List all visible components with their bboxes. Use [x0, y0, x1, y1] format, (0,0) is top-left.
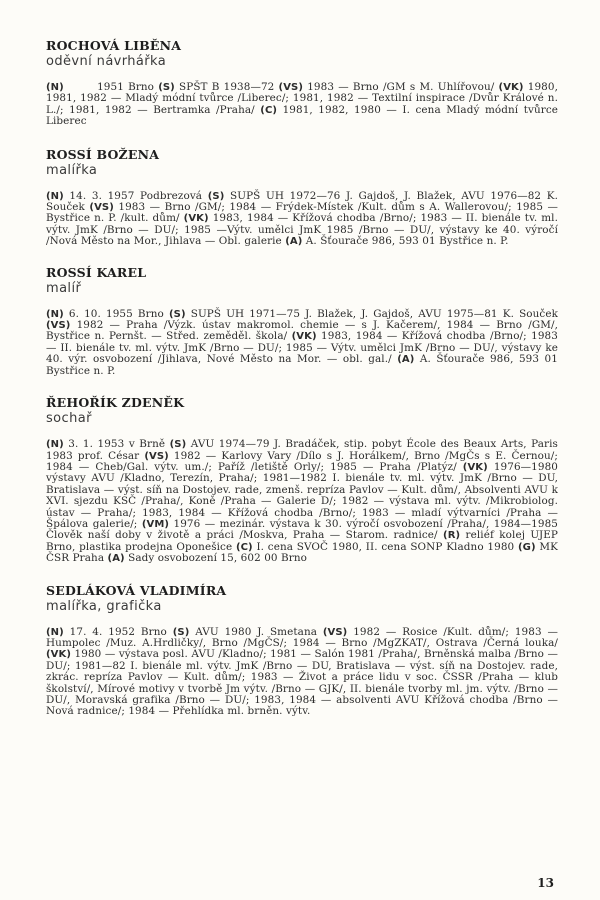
artist-entry-rossi-bozena: [46, 147, 558, 248]
bio-text: Sady osvobození 15, 602 00 Brno: [124, 552, 307, 565]
bio-text: 1981, 1982, 1980 — I. cena Mladý módní tvůrce Liberec: [46, 103, 558, 128]
bio-text: 1980, 1981, 1982 — Mladý módní tvůrce /Liberec/; 1981, 1982 — Textilní inspirace /Dvůr Králové n. L./; 1981, 1982 — Bertramka /Praha/: [46, 81, 558, 116]
artist-bio: [46, 439, 558, 564]
bio-text: SPŠT B 1938—72: [174, 81, 279, 93]
bio-text: 1982 — Karlovy Vary /Dílo s J. Horálkem/, Brno /MgČs s E. Černou/; 1984 — Cheb/Gal. výtv. um./; Paříž /letiště Orly/; 1985 — Praha /Platýz/: [46, 449, 558, 473]
section-tag: (R): [443, 530, 461, 542]
section-tag: (VK): [462, 461, 488, 473]
artist-bio: [46, 627, 558, 718]
artist-bio: [46, 191, 558, 248]
bio-text: 1983, 1984 — Křížová chodba /Brno/; 1983 — II. bienále tv. ml. výtv. JmK /Brno — DU/; 1985 —Výtv. umělci JmK 1985 /Brno — DU/, výstavy ke 40. výročí /Nová Město na Mor., Jihlava — Obl. galerie: [46, 212, 559, 248]
artist-entry-sedlakova: [46, 583, 558, 718]
bio-text: 1976—1980 výstavy AVU /Kladno, Terezín, Praha/; 1981—1982 I. bienále tv. ml. výtv. JmK /Brno — DU, Bratislava — výst. síň na Dostojev. rade, zmenš. repríza Pavlov — Kult. dům/, Absolventi AVU k XVI. sjezdu KSČ /Praha/, Koně /Praha — Galerie D/; 1982 — výstava ml. výtv. /Mikrobiolog. ústav — Praha/; 1983, 1984 — Křížová chodba /Brno/; 1983 — mladí výtvarníci /Praha — Špálova galerie/;: [46, 460, 558, 530]
section-tag: (N): [46, 626, 64, 638]
section-tag: (C): [260, 104, 278, 116]
artist-name: ROSSÍ BOŽENA: [46, 146, 160, 162]
section-tag: (S): [168, 308, 186, 320]
artist-profession: sochař: [46, 411, 92, 427]
section-tag: (N): [46, 439, 64, 451]
artist-bio: [46, 82, 558, 128]
bio-text: 3. 1. 1953 v Brně: [63, 438, 170, 451]
bio-text: 1951 Brno: [63, 81, 159, 93]
bio-text: 1980 — výstava posl. AVU /Kladno/; 1981 — Salón 1981 /Praha/, Brněnská malba /Brno — DU/; 1981—82 I. bienále ml. výtv. JmK /Brno — DU, Bratislava — výst. síň na Dostojev. rade, zkrác. repríza Pavlov — Kult. dům/; 1983 — Život a práce lidu v soc. ČSSR /Praha — klub školství/, Mírové motivy v tvorbě Jm výtv. /Brno — GJK/, II. bienále tvorby ml. jm. výtv. /Brno — DU/, Moravská grafika /Brno — DU/; 1983, 1984 — absolventi AVU Křížová chodba /Brno — Nová radnice/; 1984 — Přehlídka ml. brněn. výtv.: [46, 648, 558, 718]
bio-text: 14. 3. 1957 Podbrezová: [63, 189, 208, 202]
artist-name: SEDLÁKOVÁ VLADIMÍRA: [46, 582, 227, 598]
section-tag: (S): [158, 82, 175, 93]
bio-text: SUPŠ UH 1971—75 J. Blažek, J. Gajdoš, AVU 1975—81 K. Souček: [185, 307, 558, 320]
section-tag: (VS): [322, 626, 348, 638]
bio-text: A. Šťouračе 986, 593 01 Bystřice n. P.: [302, 235, 509, 248]
artist-entry-rehorik: [46, 395, 558, 564]
bio-text: SUPŠ UH 1972—76 J. Gajdoš, J. Blažek, AVU 1976—82 K. Souček: [46, 189, 559, 214]
bio-text: MK ČSR Praha: [46, 540, 558, 565]
artist-entry-rossi-karel: [46, 265, 558, 377]
artist-profession: malířka, grafička: [46, 598, 162, 614]
bio-text: 6. 10. 1955 Brno: [63, 307, 169, 320]
bio-text: 1982 — Rosice /Kult. dům/; 1983 — Humpolec /Muz. A.Hrdličky/, Brno /MgČS/; 1984 — Brno /MgZKAT/, Ostrava /Černá louka/: [46, 625, 558, 649]
bio-text: 1983, 1984 — Křížová chodba /Brno/; 1983 — II. bienále tv. ml. výtv. JmK /Brno — DU/; 1985 — Výtv. umělci JmK /Brno — DU/, výstavy ke 40. výr. osvobození /Jihlava, Nové Město na Mor. — obl. gal./: [46, 330, 558, 366]
section-tag: (A): [107, 553, 125, 565]
section-tag: (N): [46, 308, 64, 320]
catalog-page: [46, 38, 558, 718]
section-tag: (S): [207, 190, 225, 202]
section-tag: (A): [285, 236, 303, 248]
section-tag: (C): [235, 541, 253, 553]
artist-entry-rochova: [46, 38, 558, 128]
section-tag: (S): [169, 439, 187, 451]
section-tag: (VK): [183, 213, 209, 225]
section-tag: (VK): [46, 649, 72, 661]
section-tag: (VM): [141, 518, 170, 530]
artist-name: ROCHOVÁ LIBĚNA: [46, 38, 182, 53]
bio-text: 1983 — Brno /GM s M. Uhlířovou/: [303, 81, 499, 93]
section-tag: (VS): [89, 202, 114, 214]
bio-text: reliéf kolej UJEP Brno, plastika prodejna Oponešice: [46, 529, 558, 553]
section-tag: (VS): [144, 450, 169, 462]
bio-text: 1982 — Praha /Výzk. ústav makromol. chemie — s J. Kačerem/, 1984 — Brno /GM/, Bystřice n. Pernšt. — Střed. zeměděl. škola/: [46, 319, 558, 343]
bio-text: AVU 1980 J. Smetana: [189, 625, 323, 638]
section-tag: (VS): [46, 320, 71, 332]
bio-text: 1983 — Brno /GM/; 1984 — Frýdek-Místek /Kult. dům s A. Wallerovou/; 1985 — Bystřice n. P. /kult. dům/: [46, 201, 559, 225]
section-tag: (G): [517, 541, 536, 553]
artist-bio: [46, 309, 558, 377]
bio-text: AVU 1974—79 J. Bradáček, stip. pobyt École des Beaux Arts, Paris 1983 prof. César: [46, 438, 558, 462]
artist-profession: malířka: [46, 162, 98, 178]
section-tag: (A): [397, 354, 415, 366]
section-tag: (VS): [278, 82, 304, 93]
bio-text: 17. 4. 1952 Brno: [63, 625, 173, 638]
artist-name: ROSSÍ KAREL: [46, 264, 147, 280]
artist-profession: oděvní návrhářka: [46, 54, 167, 69]
section-tag: (S): [172, 626, 190, 638]
artist-name: ŘEHOŘÍK ZDENĚK: [46, 395, 185, 411]
bio-text: I. cena SVOČ 1980, II. cena SONP Kladno 1980: [252, 540, 518, 553]
page-number: 13: [537, 876, 554, 890]
bio-text: A. Šťouračе 986, 593 01 Bystřice n. P.: [46, 353, 558, 377]
section-tag: (VK): [498, 82, 524, 93]
artist-profession: malíř: [46, 280, 82, 296]
section-tag: (VK): [291, 331, 317, 343]
section-tag: (N): [46, 190, 64, 202]
section-tag: (N): [46, 82, 64, 93]
bio-text: 1976 — mezinár. výstava k 30. výročí osvobození /Praha/, 1984—1985 Člověk naší doby v životě a práci /Moskva, Praha — Starom. radnice/: [46, 517, 558, 542]
